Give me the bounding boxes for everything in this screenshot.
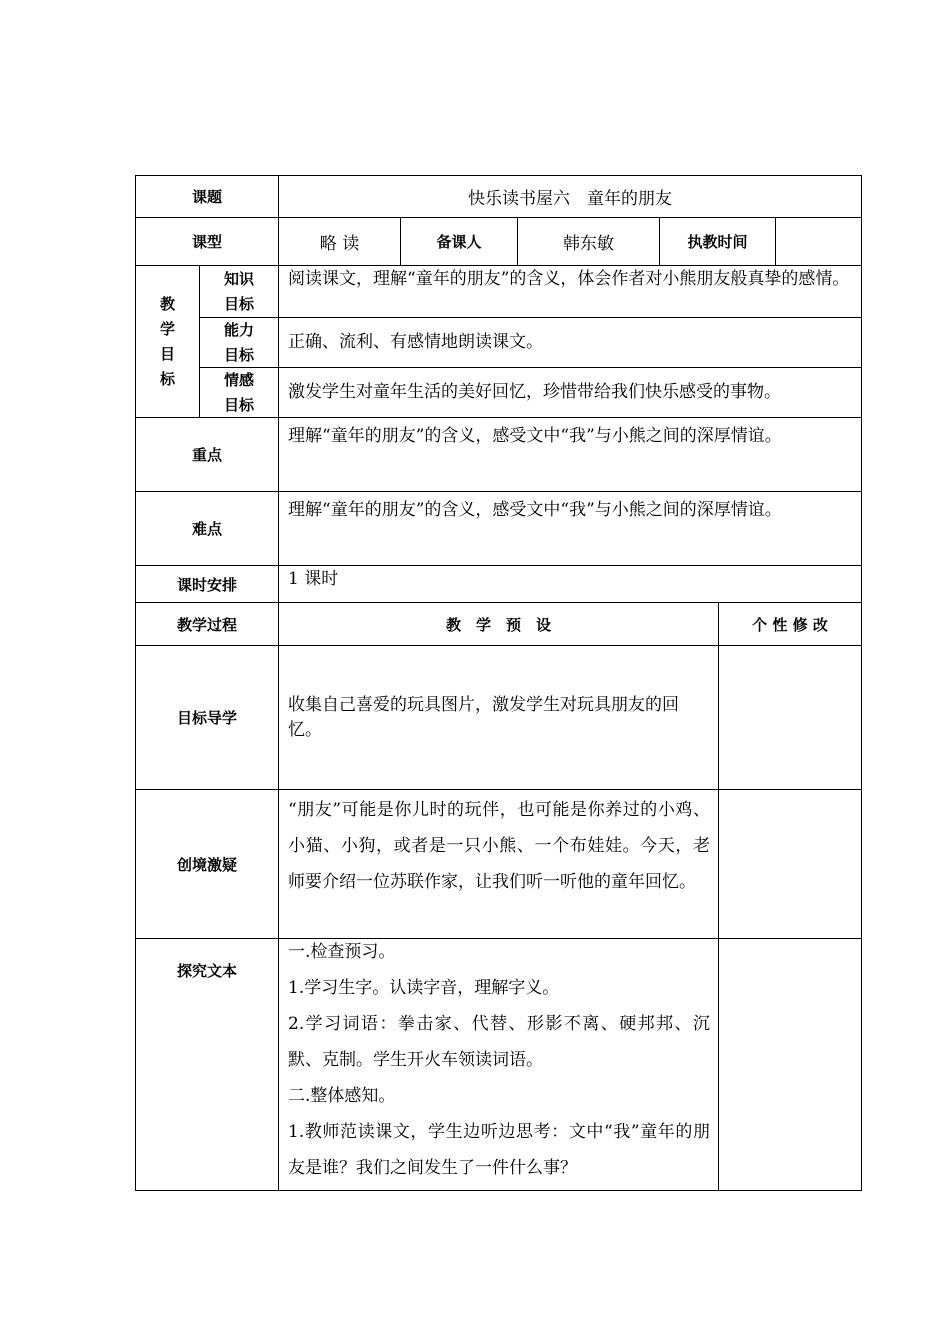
type-value: 略 读 [319, 234, 360, 254]
key-point-text: 理解“童年的朋友”的含义，感受文中“我”与小熊之间的深厚情谊。 [288, 426, 782, 446]
topic-label: 课题 [191, 188, 222, 206]
goals-group-char: 目 [159, 344, 175, 363]
goals-group-char: 教 [159, 294, 175, 313]
step-label: 目标导学 [176, 709, 237, 727]
ability-goal-text: 正确、流利、有感情地朗读课文。 [288, 332, 543, 352]
teach-time-value [776, 218, 861, 265]
step-text: 收集自己喜爱的玩具图片，激发学生对玩具朋友的回忆。 [288, 694, 679, 740]
emotion-goal-text: 激发学生对童年生活的美好回忆，珍惜带给我们快乐感受的事物。 [288, 382, 781, 402]
emotion-goal-label-line: 目标 [223, 395, 254, 414]
preparer-value: 韩东敏 [563, 234, 614, 254]
plan-header: 教 学 预 设 [445, 615, 551, 634]
ability-goal-label [200, 318, 278, 367]
teach-time-label: 执教时间 [687, 233, 748, 251]
goals-group-char: 学 [159, 319, 175, 338]
topic-value: 快乐读书屋六 童年的朋友 [468, 189, 672, 209]
rule [861, 175, 862, 1191]
difficulty-label: 难点 [191, 520, 222, 538]
difficulty-text: 理解“童年的朋友”的含义，感受文中“我”与小熊之间的深厚情谊。 [288, 500, 782, 520]
rule [718, 602, 719, 1191]
emotion-goal-label [200, 368, 278, 417]
type-label: 课型 [191, 233, 222, 251]
process-label: 教学过程 [176, 615, 237, 634]
ability-goal-label-line: 目标 [223, 345, 254, 364]
goals-group-char: 标 [159, 369, 175, 388]
knowledge-goal-label-line: 知识 [223, 269, 254, 288]
step-paragraph: 1.教师范读课文，学生边听边思考：文中“我”童年的朋友是谁？我们之间发生了一件什么事？ [288, 1122, 710, 1178]
step-paragraph: 二.整体感知。 [288, 1086, 396, 1106]
revise-header: 个 性 修 改 [752, 615, 828, 634]
emotion-goal-label-line: 情感 [223, 370, 254, 389]
schedule-label: 课时安排 [176, 575, 237, 594]
knowledge-goal-text: 阅读课文，理解“童年的朋友”的含义，体会作者对小熊朋友般真挚的感情。 [288, 269, 850, 289]
preparer-label: 备课人 [436, 233, 482, 251]
key-point-label: 重点 [191, 446, 222, 464]
step-text: “朋友”可能是你儿时的玩伴，也可能是你养过的小鸡、小猫、小狗，或者是一只小熊、一个布娃娃。今天，老师要介绍一位苏联作家，让我们听一听他的童年回忆。 [288, 800, 710, 892]
step-text-block [279, 934, 718, 1190]
step-paragraph: 1.学习生字。认读字音，理解字义。 [288, 978, 560, 998]
step-label: 探究文本 [176, 961, 237, 980]
step-label: 创境激疑 [176, 855, 237, 874]
knowledge-goal-label [200, 266, 278, 317]
step-paragraph: 一.检查预习。 [288, 942, 396, 962]
knowledge-goal-label-line: 目标 [223, 294, 254, 313]
ability-goal-label-line: 能力 [223, 320, 254, 339]
rule [135, 1190, 862, 1191]
step-paragraph: 2.学习词语：拳击家、代替、形影不离、硬邦邦、沉默、克制。学生开火车领读词语。 [288, 1014, 710, 1070]
schedule-text: 1 课时 [288, 569, 339, 589]
goals-group-label [136, 266, 199, 417]
